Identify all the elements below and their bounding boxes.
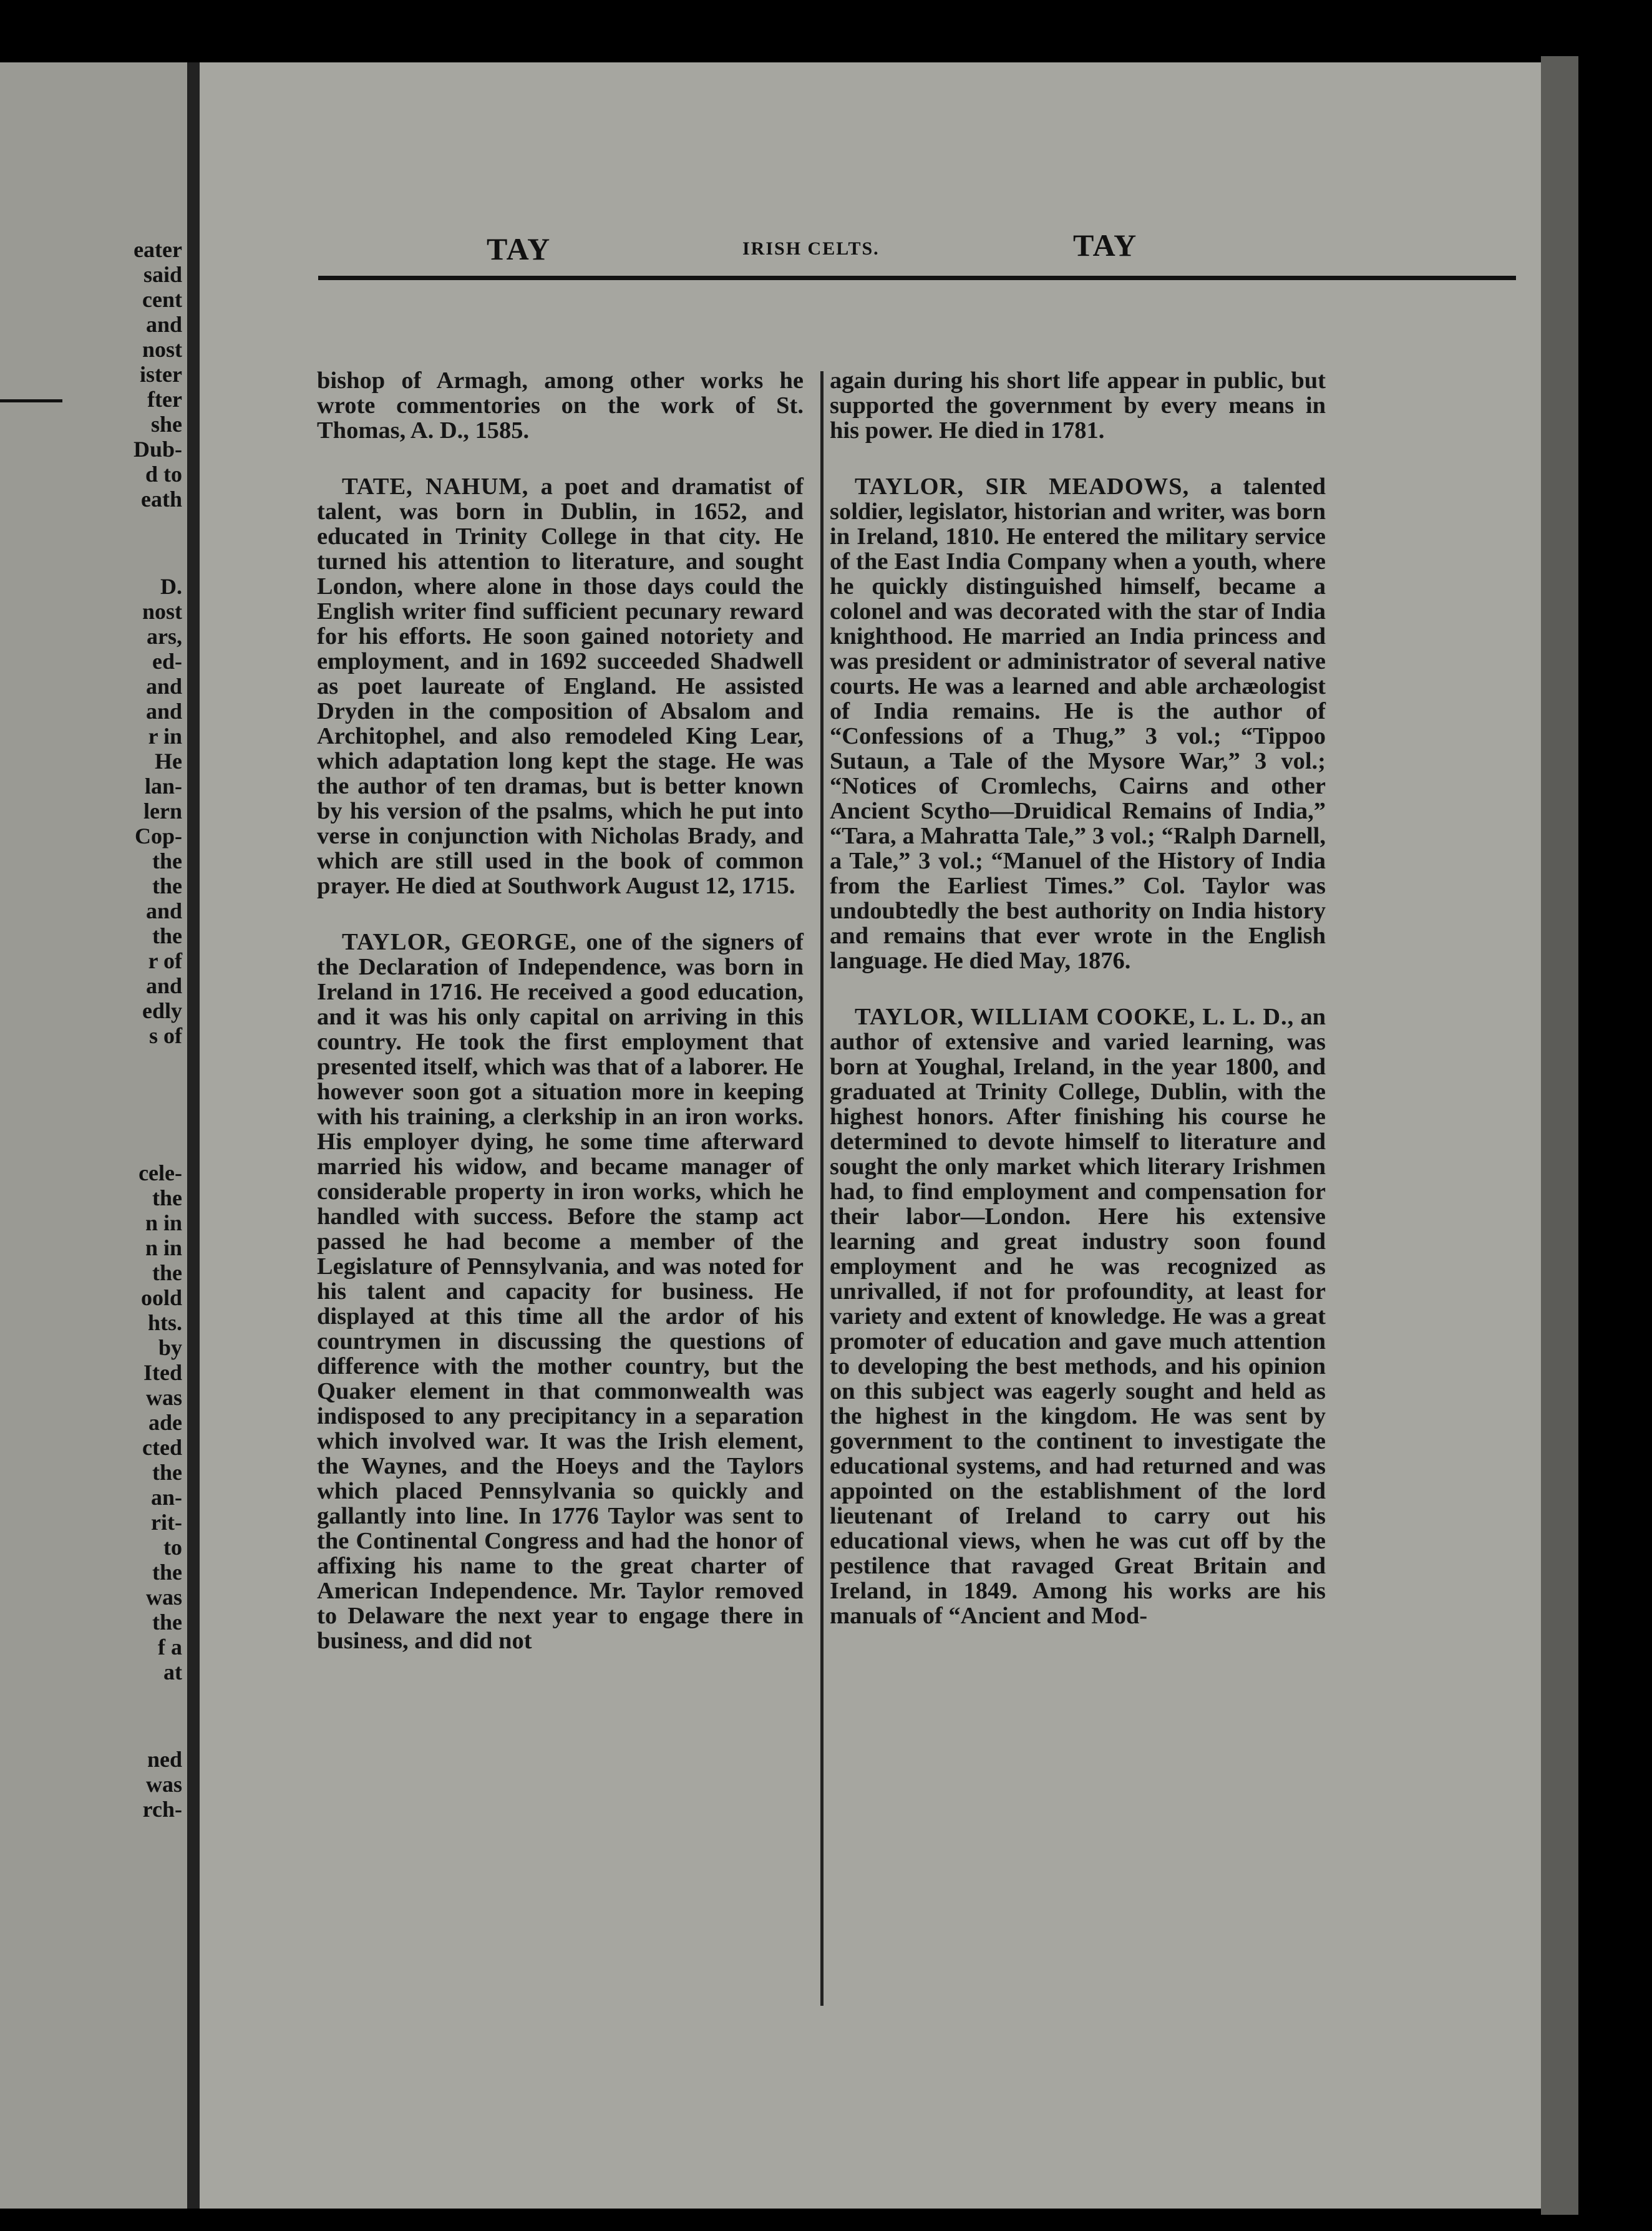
entry-name: TATE, NAHUM, [342, 474, 529, 500]
header-left-guide: TAY [487, 231, 551, 266]
left-page-fragment-line: r of [148, 948, 182, 973]
left-page-fragment-line: the [152, 1185, 182, 1210]
left-page-fragment-line: oold [140, 1285, 182, 1310]
column-left [317, 368, 804, 1653]
left-page-fragment-line: r in [148, 724, 182, 749]
entry-name: TAYLOR, WILLIAM COOKE, L. L. D., [855, 1004, 1295, 1030]
left-page-fragment-line: and [145, 699, 182, 724]
header-rule [318, 276, 1516, 280]
left-page-fragment-line: cent [142, 287, 182, 312]
left-page-fragment-line: ars, [147, 624, 182, 649]
entry-taylor-george [317, 930, 804, 1653]
left-page-fragment-line: fter [147, 387, 182, 412]
header-title: IRISH CELTS. [742, 238, 880, 259]
left-page-fragment-line: ade [148, 1410, 182, 1435]
header-right-guide: TAY [1073, 228, 1138, 263]
left-page-fragment [0, 62, 187, 2209]
left-page-fragment-line: Cop- [134, 824, 182, 848]
left-page-fragment-line: nost [142, 337, 182, 362]
entry-body: a talented soldier, legislator, historian and writer, was born in Ireland, 1810. He entered the military service of the East India Company when a youth, where he quickly distinguished himself, became a colonel and was decorated with the star of India knighthood. He married an India princess and was president or administrator of several native courts. He was a learned and able archæologist of India remains. He is the author of “Confessions of a Thug,” 3 vol.; “Tippoo Sutaun, a Tale of the Mysore War,” 3 vol.; “Notices of Cromlechs, Cairns and other Ancient Scytho—Druidical Remains of India,” “Tara, a Mahratta Tale,” 3 vol.; “Ralph Darnell, a Tale,” 3 vol.; “Manuel of the History of India from the Earliest Times.” Col. Taylor was undoubtedly the best authority on India history and remains that ever wrote in the English language. He died May, 1876. [830, 474, 1326, 974]
left-page-fragment-line: and [145, 973, 182, 998]
left-page-fragment-line: D. [160, 574, 182, 599]
left-page-fragment-line: f a [158, 1635, 182, 1660]
left-page-fragment-line: nost [142, 599, 182, 624]
left-page-fragment-line: at [163, 1660, 182, 1684]
column-right [830, 368, 1326, 1628]
left-page-fragment-line: to [163, 1535, 182, 1560]
left-page-fragment-line: an- [150, 1485, 182, 1510]
continuation-paragraph: again during his short life appear in public, but supported the government by every means in his power. He died in 1781. [830, 367, 1326, 444]
left-page-fragment-line: said [143, 262, 182, 287]
entry-taylor-sir-meadows [830, 474, 1326, 973]
left-page-fragment-line: n in [145, 1210, 182, 1235]
left-page-fragment-line: ed- [152, 649, 182, 674]
left-page-fragment-line: the [152, 1260, 182, 1285]
book-gutter [187, 62, 200, 2209]
continuation-paragraph: bishop of Armagh, among other works he wrote commentories on the work of St. Thomas, A. D., 1585. [317, 367, 804, 444]
left-page-fragment-line: eater [134, 237, 182, 262]
entry-body: a poet and dramatist of talent, was born in Dublin, in 1652, and educated in Trinity College in that city. He turned his attention to literature, and sought London, where alone in those days could the English writer find sufficient pecunary reward for his efforts. He soon gained notoriety and employment, and in 1692 succeeded Shadwell as poet laureate of England. He assisted Dryden in the composition of Absalom and Architophel, and also remodeled King Lear, which adaptation long kept the stage. He was the author of ten dramas, but is better known by his version of the psalms, which he put into verse in conjunction with Nicholas Brady, and which are still used in the book of common prayer. He died at Southwork August 12, 1715. [317, 474, 804, 899]
entry-body: an author of extensive and varied learning, was born at Youghal, Ireland, in the year 1800, and graduated at Trinity College, Dublin, with the highest honors. After finishing his course he determined to devote himself to literature and sought the only market which literary Irishmen had, to find employment and compensation for their labor—London. Here his extensive learning and great industry soon found employment and he was recognized as unrivalled, if not for profoundity, at least for variety and extent of knowledge. He was a great promoter of education and gave much attention to developing the best methods, and his opinion on this subject was eagerly sought and held as the highest in the kingdom. He was sent by government to the continent to investigate the educational systems, and had returned and was appointed on the establishment of the lord lieutenant of Ireland to carry out his educational views, when he was cut off by the pestilence that ravaged Great Britain and Ireland, in 1849. Among his works are his manuals of “Ancient and Mod- [830, 1004, 1326, 1629]
left-page-fragment-line: s of [149, 1023, 182, 1048]
left-page-fragment-line: d to [145, 462, 182, 487]
page-edge-shadow [1541, 56, 1578, 2215]
entry-name: TAYLOR, GEORGE, [342, 929, 577, 955]
left-page-fragment-line: Dub- [133, 437, 182, 462]
left-page-fragment-line: the [152, 1460, 182, 1485]
left-page-fragment-line: eath [141, 487, 182, 512]
column-rule [820, 371, 824, 2006]
left-page-fragment-line: the [152, 923, 182, 948]
left-page-fragment-line: the [152, 848, 182, 873]
left-page-fragment-line: and [145, 674, 182, 699]
left-page-fragment-line: lern [143, 799, 182, 824]
left-page-fragment-line: Ited [143, 1360, 182, 1385]
left-page-fragment-line: and [145, 898, 182, 923]
left-page-fragment-line: she [150, 412, 182, 437]
left-page-fragment-line: edly [142, 998, 182, 1023]
left-page-rule [0, 399, 62, 402]
left-page-fragment-line: was [145, 1585, 182, 1610]
left-page-fragment-line: rch- [142, 1797, 182, 1822]
entry-taylor-william-cooke [830, 1004, 1326, 1628]
left-page-fragment-line: was [145, 1385, 182, 1410]
left-page-fragment-line: the [152, 1560, 182, 1585]
left-page-fragment-line: cele- [138, 1160, 182, 1185]
left-page-fragment-line: ister [140, 362, 182, 387]
left-page-fragment-line: hts. [147, 1310, 182, 1335]
left-page-fragment-line: and [145, 312, 182, 337]
left-page-fragment-line: by [158, 1335, 182, 1360]
left-page-fragment-line: the [152, 1610, 182, 1635]
book-page [200, 62, 1541, 2209]
left-page-fragment-line: He [155, 749, 182, 774]
left-page-fragment-line: the [152, 873, 182, 898]
running-header [200, 228, 1541, 281]
left-page-fragment-line: rit- [151, 1510, 182, 1535]
entry-name: TAYLOR, SIR MEADOWS, [855, 474, 1190, 500]
entry-body: one of the signers of the Declaration of Independence, was born in Ireland in 1716. He received a good education, and it was his only capital on arriving in this country. He took the first employment that presented itself, which was that of a laborer. He however soon got a situation more in keeping with his training, a clerkship in an iron works. His employer dying, he some time afterward married his widow, and became manager of considerable property in iron works, which he handled with success. Before the stamp act passed he had become a member of the Legislature of Pennsylvania, and was noted for his talent and capacity for business. He displayed at this time all the ardor of his countrymen in discussing the questions of difference with the mother country, but the Quaker element in that commonwealth was indisposed to any precipitancy in a separation which involved war. It was the Irish element, the Waynes, and the Hoeys and the Taylors which placed Pennsylvania so quickly and gallantly into line. In 1776 Taylor was sent to the Continental Congress and had the honor of affixing his name to the great charter of American Independence. Mr. Taylor removed to Delaware the next year to engage there in business, and did not [317, 929, 804, 1654]
left-page-fragment-line: lan- [144, 774, 182, 799]
left-page-fragment-line: ned [147, 1747, 182, 1772]
entry-tate-nahum [317, 474, 804, 898]
left-page-fragment-line: cted [142, 1435, 182, 1460]
left-page-fragment-line: n in [145, 1235, 182, 1260]
left-page-fragment-line: was [145, 1772, 182, 1797]
